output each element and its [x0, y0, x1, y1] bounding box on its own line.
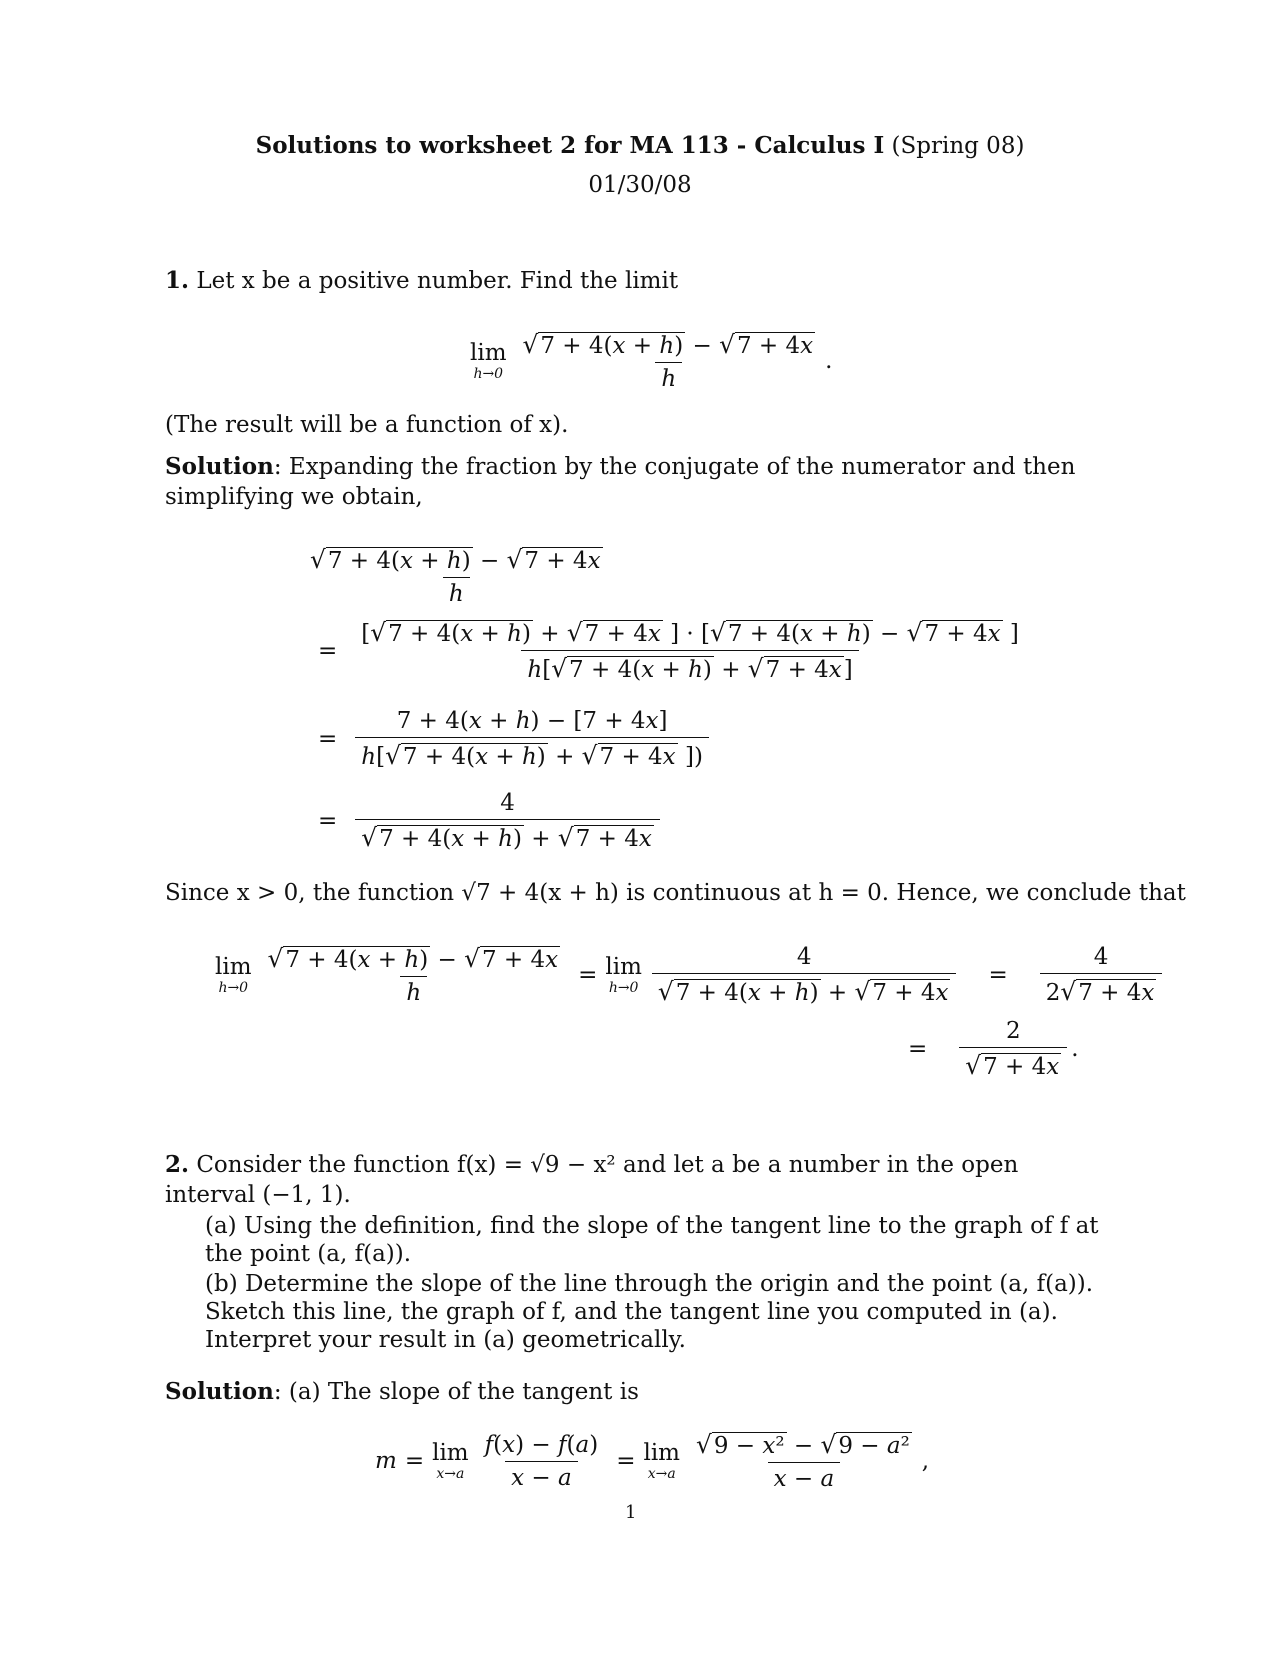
problem-2-part-b: (b) Determine the slope of the line through the origin and the point (a, f(a)). Sketch this line, the graph of f, and the tangent line you computed in (a). Interpret your result in (a) geometrically. [205, 1271, 1094, 1353]
tangent-slope-formula: m = lim x→a $\frac{f(x) - f(a)}{x - a}$ = lim x→a $\frac{\text{√9 − x² − √9 − a²}}{x - a}$ , [375, 1430, 930, 1493]
problem-1-note: (The result will be a function of x). [165, 412, 569, 438]
derivation-step-3: = $\frac{4}{√7 + 4(x + h) + √7 + 4x}$ [318, 790, 664, 852]
document-date: 01/30/08 [588, 172, 692, 198]
problem-1-statement: 1. Let x be a positive number. Find the limit [165, 267, 679, 294]
derivation-step-2: = $\frac{7 + 4(x + h) - [7 + 4x]}{h[√7 + 4(x + h) + √7 + 4x ])}$ [318, 708, 713, 770]
problem-1-solution-intro: Solution: Expanding the fraction by the conjugate of the numerator and then simplifying we obtain, [165, 453, 1076, 510]
final-limit-result: = $\frac{2}{√7 + 4x}$ . [908, 1018, 1079, 1080]
problem-1-limit: lim h→0 $\frac{√7 + 4(x + h) - √7 + 4x}{h}$ . [470, 330, 833, 393]
problem-2-statement: 2. Consider the function f(x) = √9 − x² and let a be a number in the open interval (−1, 1). [165, 1151, 1019, 1208]
final-limit-chain: lim h→0 $\frac{√7 + 4(x + h) - √7 + 4x}{h}$ = lim h→0 $\frac{4}{√7 + 4(x + h) + √7 + 4x}$ = $\frac{4}{2√7 + 4x}$ [215, 944, 1166, 1006]
problem-2-solution-intro: Solution: (a) The slope of the tangent is [165, 1378, 639, 1405]
derivation-step-1: = $\frac{[√7 + 4(x + h) + √7 + 4x ] \cdot [√7 + 4(x + h) - √7 + 4x ]}{h[√7 + 4(x + h) + √7 + 4x]}$ [318, 618, 1019, 684]
document-title [0, 132, 1280, 159]
title-main: Solutions to worksheet 2 for MA 113 - Calculus I [255, 132, 885, 159]
page-number: 1 [625, 1502, 637, 1523]
problem-2-part-a: (a) Using the definition, find the slope of the tangent line to the graph of f at the point (a, f(a)). [205, 1213, 1099, 1267]
title-term: (Spring 08) [891, 133, 1025, 159]
continuity-remark: Since x > 0, the function √7 + 4(x + h) is continuous at h = 0. Hence, we conclude that [165, 880, 1186, 906]
derivation-step-0: $\frac{√7 + 4(x + h) - √7 + 4x}{h}$ [310, 545, 601, 608]
